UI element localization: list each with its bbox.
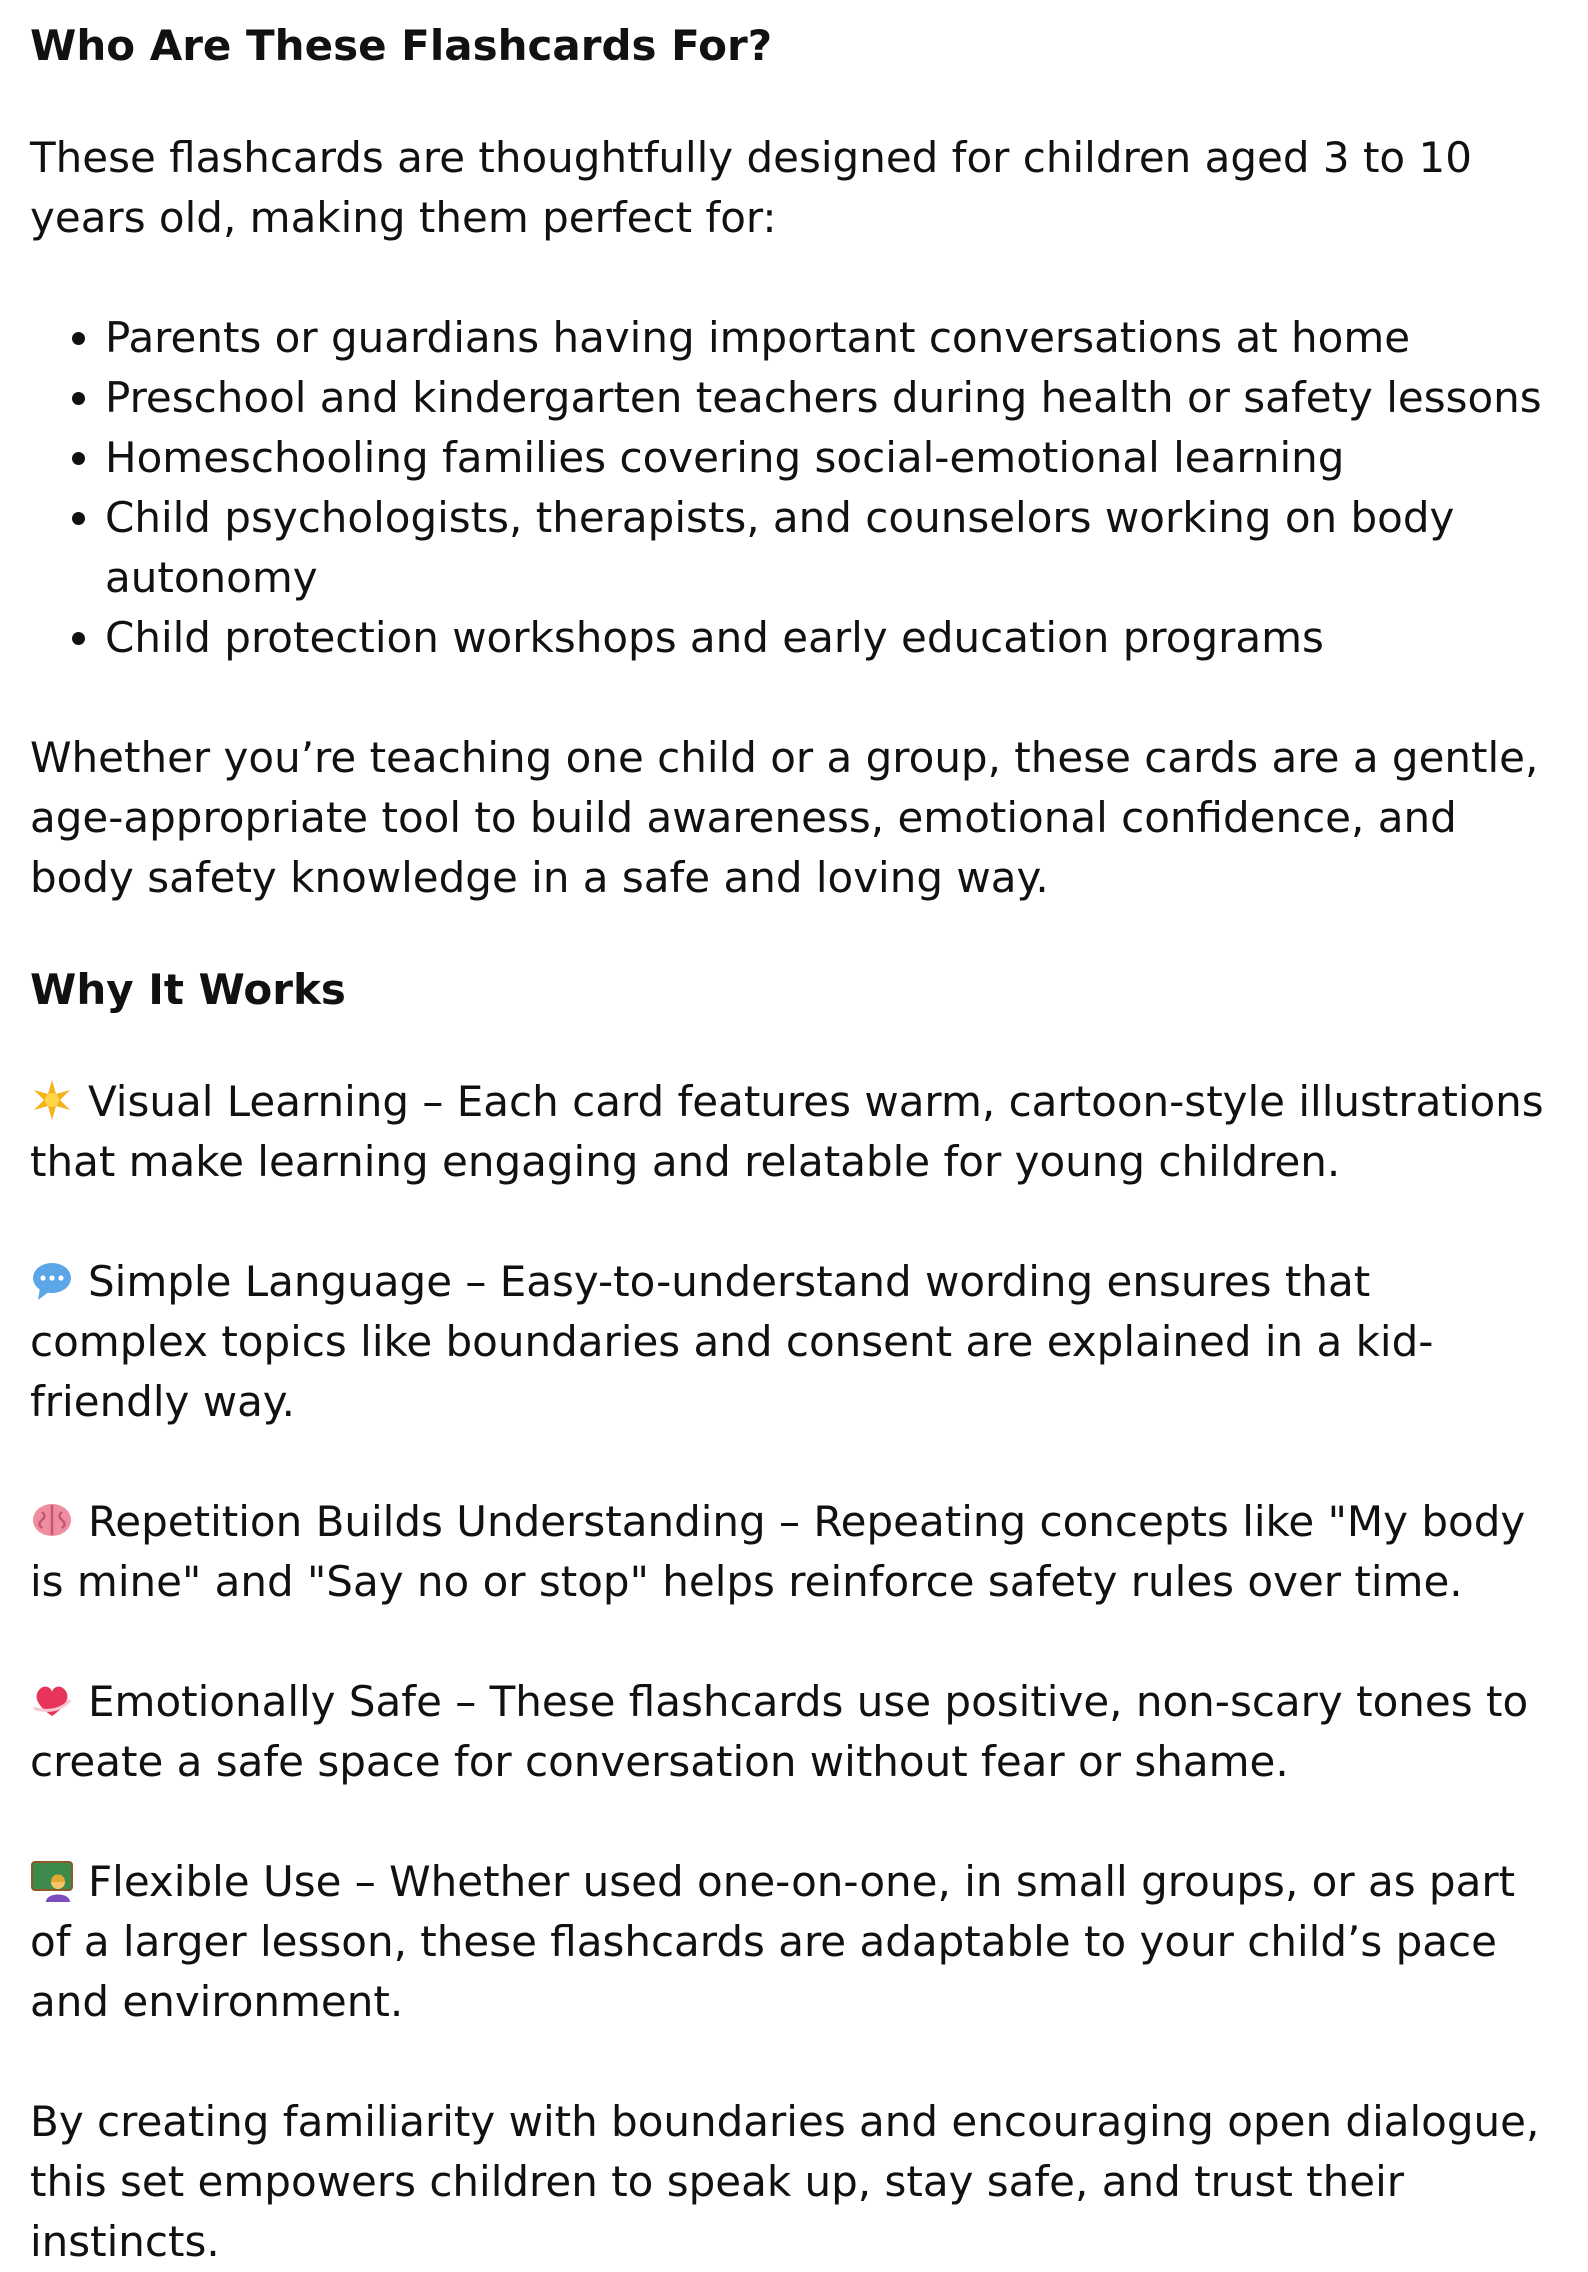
benefit-simple-language: [30, 1252, 1560, 1432]
list-item: • Child psychologists, therapists, and counselors working on body autonomy: [105, 488, 1560, 608]
benefit-repetition: [30, 1492, 1560, 1612]
benefit-flexible-use: [30, 1852, 1560, 2032]
section-heading-audience: Who Are These Flashcards For?: [30, 21, 773, 70]
sparkle-star-icon: [30, 1078, 74, 1122]
audience-intro: These flashcards are thoughtfully designed for children aged 3 to 10 years old, making them perfect for:: [30, 133, 1472, 242]
speech-bubble-icon: [30, 1258, 74, 1302]
benefit-text: Emotionally Safe – These flashcards use positive, non-scary tones to create a safe space for conversation without fear or shame.: [30, 1677, 1529, 1786]
list-item: • Parents or guardians having important conversations at home: [105, 308, 1560, 368]
document: [30, 8, 1560, 2272]
teacher-icon: [30, 1858, 74, 1902]
benefit-text: Flexible Use – Whether used one-on-one, in small groups, or as part of a larger lesson, these flashcards are adaptable to your child’s pace and environment.: [30, 1857, 1516, 2026]
why-closing: By creating familiarity with boundaries and encouraging open dialogue, this set empowers children to speak up, stay safe, and trust their instincts.: [30, 2097, 1540, 2266]
benefit-emotionally-safe: [30, 1672, 1560, 1792]
list-item: • Child protection workshops and early education programs: [105, 608, 1560, 668]
benefit-text: Repetition Builds Understanding – Repeating concepts like "My body is mine" and "Say no or stop" helps reinforce safety rules over time.: [30, 1497, 1526, 1606]
benefit-text: Visual Learning – Each card features warm, cartoon-style illustrations that make learning engaging and relatable for young children.: [30, 1077, 1544, 1186]
list-item: • Preschool and kindergarten teachers during health or safety lessons: [105, 368, 1560, 428]
section-heading-why: Why It Works: [30, 965, 346, 1014]
brain-icon: [30, 1498, 74, 1542]
audience-closing: Whether you’re teaching one child or a group, these cards are a gentle, age-appropriate tool to build awareness, emotional confidence, and body safety knowledge in a safe and loving way.: [30, 733, 1539, 902]
audience-list: [30, 308, 1560, 668]
list-item: • Homeschooling families covering social-emotional learning: [105, 428, 1560, 488]
benefit-text: Simple Language – Easy-to-understand wording ensures that complex topics like boundaries and consent are explained in a kid-friendly way.: [30, 1257, 1434, 1426]
heart-with-ribbon-icon: [30, 1678, 74, 1722]
benefit-visual-learning: [30, 1072, 1560, 1192]
